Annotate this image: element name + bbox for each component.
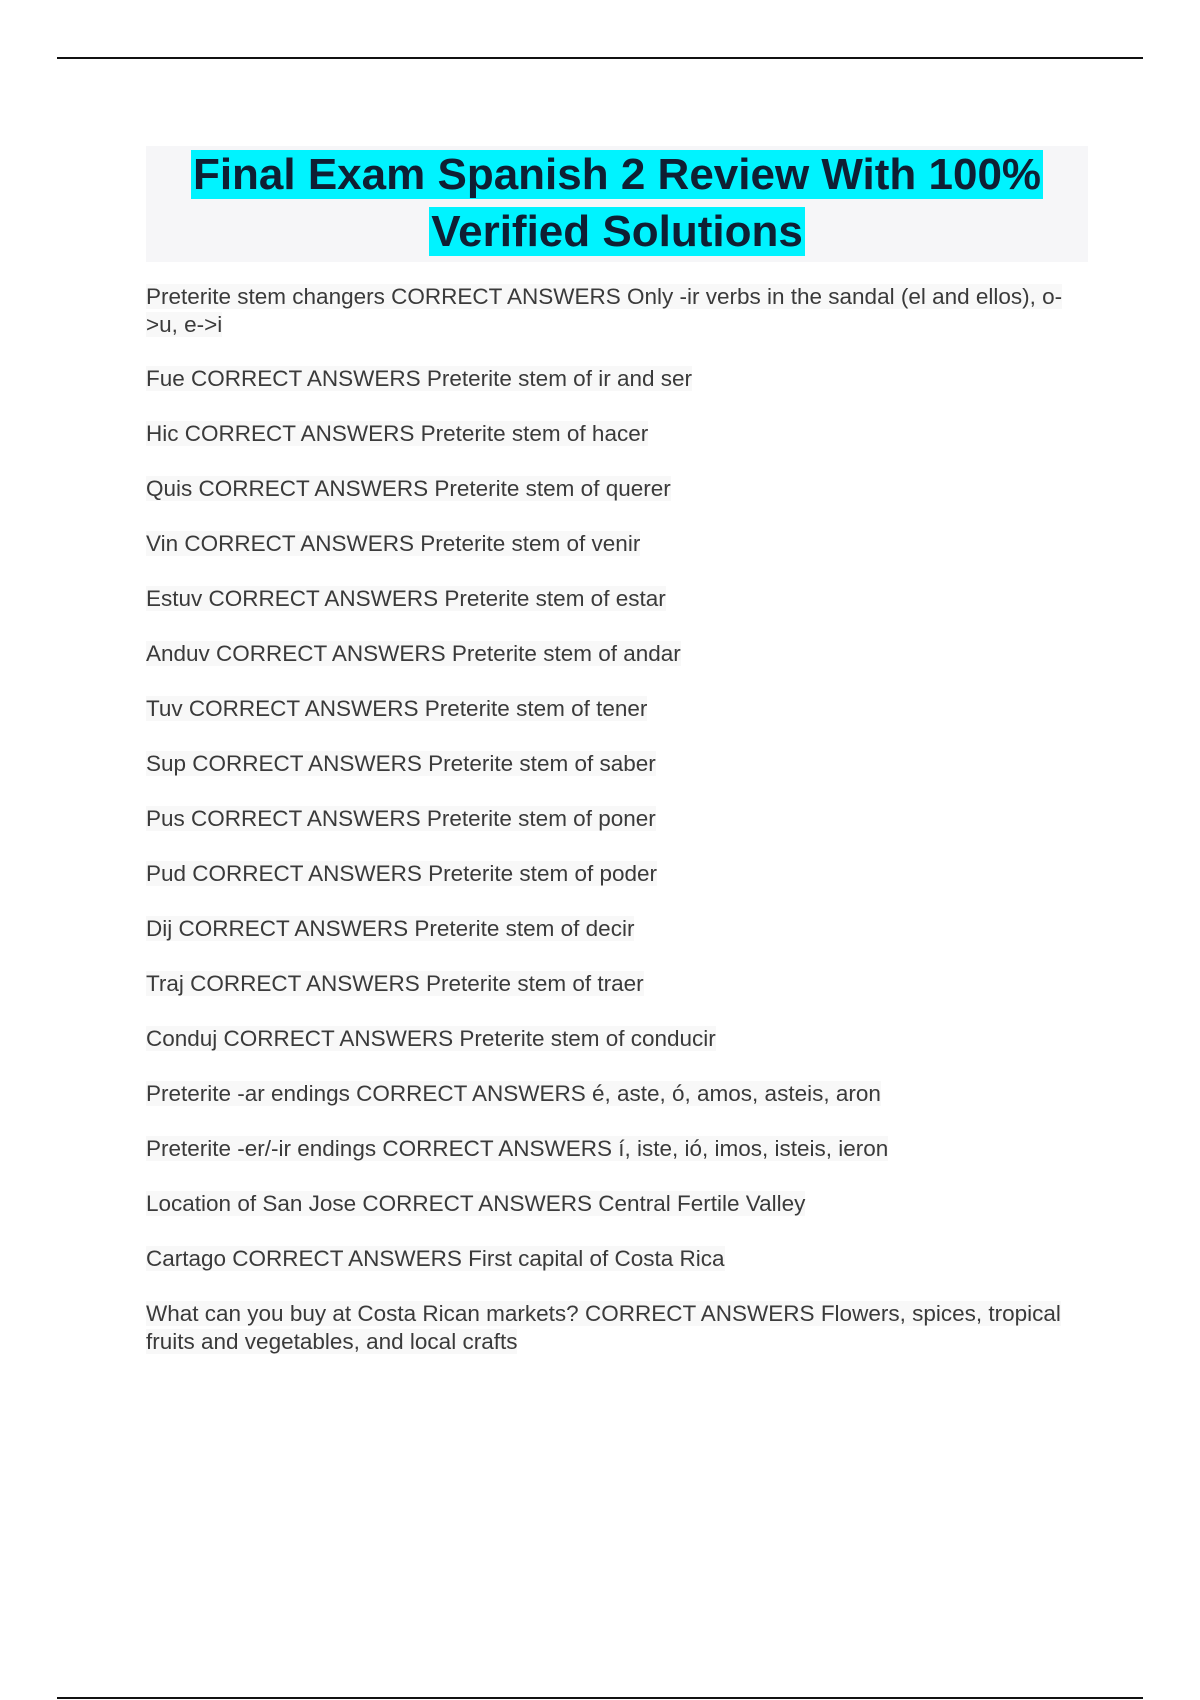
top-rule [57,57,1143,59]
title-line-1: Final Exam Spanish 2 Review With 100% [192,150,1042,199]
page-title [146,146,1088,260]
qa-list [146,283,1066,1383]
qa-item: Hic CORRECT ANSWERS Preterite stem of hacer [146,421,649,446]
title-line-2: Verified Solutions [431,207,803,256]
title-block [146,146,1088,262]
bottom-rule [57,1697,1143,1699]
qa-item: Traj CORRECT ANSWERS Preterite stem of traer [146,971,644,996]
qa-item: Estuv CORRECT ANSWERS Preterite stem of estar [146,586,666,611]
qa-item: Location of San Jose CORRECT ANSWERS Central Fertile Valley [146,1191,806,1216]
qa-item: Pus CORRECT ANSWERS Preterite stem of poner [146,806,656,831]
qa-item: Dij CORRECT ANSWERS Preterite stem of decir [146,916,635,941]
qa-item: Preterite -er/-ir endings CORRECT ANSWERS í, iste, ió, imos, isteis, ieron [146,1136,889,1161]
qa-item: Conduj CORRECT ANSWERS Preterite stem of conducir [146,1026,716,1051]
qa-item: Preterite stem changers CORRECT ANSWERS Only -ir verbs in the sandal (el and ellos), o->u, e->i [146,284,1063,337]
qa-item: Tuv CORRECT ANSWERS Preterite stem of tener [146,696,648,721]
qa-item: Fue CORRECT ANSWERS Preterite stem of ir and ser [146,366,692,391]
qa-item: Cartago CORRECT ANSWERS First capital of Costa Rica [146,1246,725,1271]
qa-item: What can you buy at Costa Rican markets? CORRECT ANSWERS Flowers, spices, tropical fruits and vegetables, and local crafts [146,1301,1061,1354]
qa-item: Pud CORRECT ANSWERS Preterite stem of poder [146,861,658,886]
qa-item: Anduv CORRECT ANSWERS Preterite stem of andar [146,641,681,666]
qa-item: Quis CORRECT ANSWERS Preterite stem of querer [146,476,671,501]
qa-item: Vin CORRECT ANSWERS Preterite stem of venir [146,531,641,556]
qa-item: Sup CORRECT ANSWERS Preterite stem of saber [146,751,656,776]
qa-item: Preterite -ar endings CORRECT ANSWERS é, aste, ó, amos, asteis, aron [146,1081,881,1106]
